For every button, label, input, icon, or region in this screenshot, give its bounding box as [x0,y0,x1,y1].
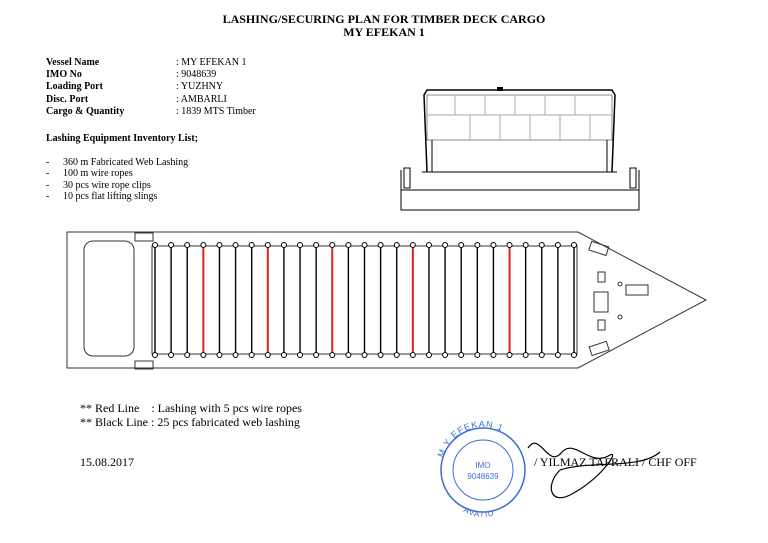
loading-port-label: Loading Port [46,81,103,93]
stamp-bottom-text: AVATIU [462,505,496,520]
svg-text:AVATIU [462,505,495,519]
svg-text:M Y EFEKAN 1 [436,419,506,458]
loading-port-value: : YUZHNY [176,81,224,93]
stamp-center-line2: 9048639 [467,472,499,481]
imo-value: : 9048639 [176,69,217,81]
legend [80,401,302,429]
disc-port-label: Disc. Port [46,93,89,105]
cargo-value: : 1839 MTS Timber [176,105,256,117]
inventory-item: - 30 pcs wire rope clips [46,179,151,191]
signature-scribble [528,443,660,497]
document-title: LASHING/SECURING PLAN FOR TIMBER DECK CARGO [222,12,546,26]
signature: / YILMAZ TAFRALI / CHF OFF [534,455,697,469]
imo-label: IMO No [46,69,82,81]
date: 15.08.2017 [80,455,134,469]
stamp-top-text: M Y EFEKAN 1 [435,418,506,459]
stamp-center-line1: IMO [475,461,491,470]
inventory-item: - 360 m Fabricated Web Lashing [46,157,189,168]
disc-port-value: : AMBARLI [176,93,227,105]
vessel-name-label: Vessel Name [46,57,100,68]
legend-red: ** Red Line : Lashing with 5 pcs wire ropes [80,401,302,415]
vessel-subtitle: MY EFEKAN 1 [343,25,425,39]
inventory-item: - 100 m wire ropes [46,168,133,180]
vessel-name-value: : MY EFEKAN 1 [176,57,247,68]
inventory-item: - 10 pcs flat lifting slings [46,190,158,202]
inventory-title: Lashing Equipment Inventory List; [46,133,198,144]
legend-black: ** Black Line : 25 pcs fabricated web lashing [80,415,300,429]
cargo-label: Cargo & Quantity [46,105,125,117]
